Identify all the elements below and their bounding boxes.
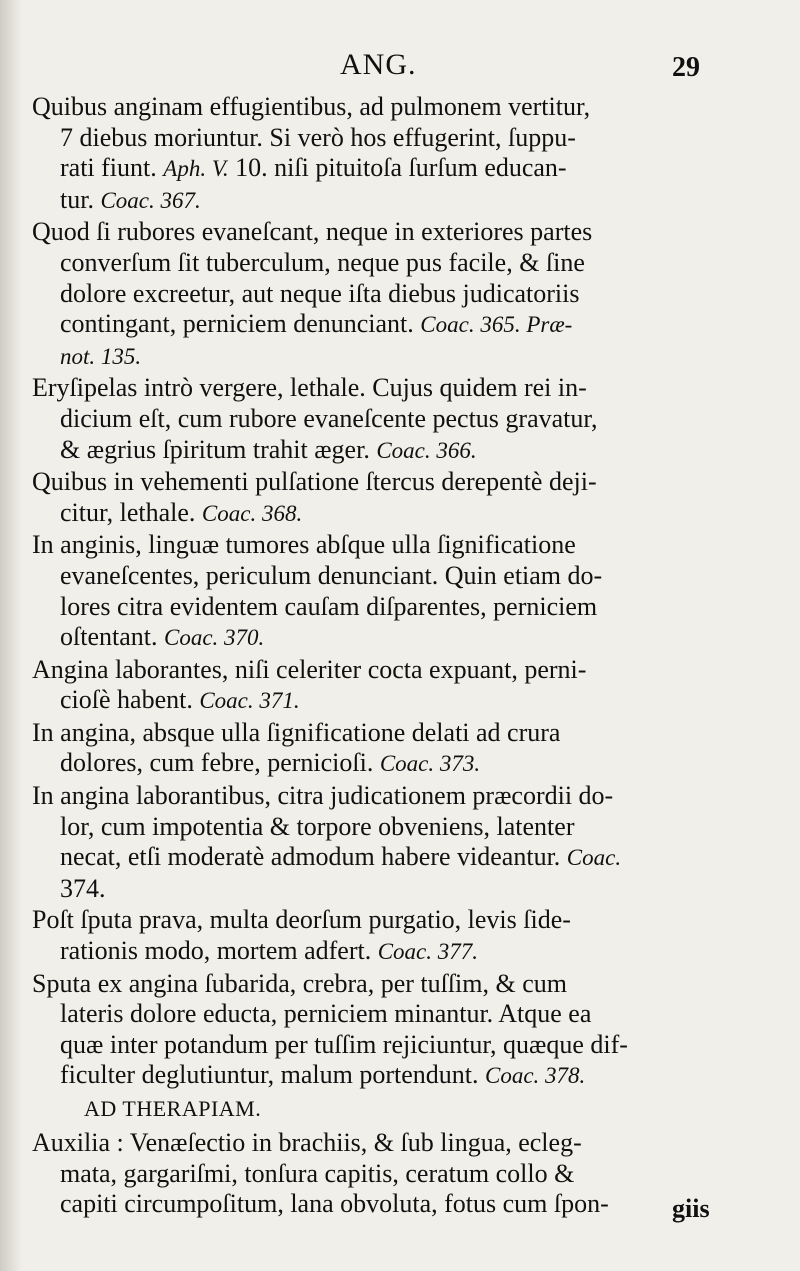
text-line: contingant, perniciem denunciant. Coac. 365. Præ- (60, 309, 573, 339)
section-heading: AD THERAPIAM. (84, 1096, 262, 1121)
text-line: lores citra evidentem cauſam diſparentes, perniciem (60, 591, 598, 621)
therapy-entry (32, 1128, 722, 1220)
text-line: Angina laborantes, niſi celeriter cocta expuant, perni- (32, 654, 587, 684)
reference: Coac. 378. (484, 1063, 586, 1089)
reference: Coac. 366. (376, 437, 477, 463)
text-line: citur, lethale. Coac. 368. (60, 497, 303, 527)
text-line (32, 341, 722, 373)
reference: Coac. 365. Præ- (420, 312, 573, 338)
text-line: In anginis, linguæ tumores abſque ulla ſignificatione (32, 530, 576, 560)
text-line: Sputa ex angina ſubarida, crebra, per tuſſim, & cum (32, 968, 567, 998)
text-line: lateris dolore educta, perniciem minantur. Atque ea (60, 999, 592, 1029)
entry-7 (32, 718, 722, 780)
text-line: Poſt ſputa prava, multa deorſum purgatio, levis ſide- (32, 905, 571, 935)
text-line: mata, gargariſmi, tonſura capitis, ceratum collo & (60, 1158, 575, 1188)
reference: Aph. V. (163, 156, 229, 182)
reference: Coac. 377. (377, 939, 479, 965)
text-line: evaneſcentes, periculum denunciant. Quin etiam do- (60, 560, 603, 590)
reference: Coac. 368. (201, 500, 303, 526)
text-line: Quibus in vehementi pulſatione ſtercus derepentè deji- (32, 467, 597, 497)
running-head: ANG. (340, 48, 417, 81)
entry-5 (32, 530, 722, 653)
text-line: capiti circumpoſitum, lana obvoluta, fotus cum ſpon- (60, 1189, 609, 1219)
text-line: In angina, absque ulla ſignificatione delati ad crura (32, 717, 561, 747)
reference: Coac. 371. (199, 688, 300, 714)
main-text (32, 92, 722, 1221)
entry-10 (32, 969, 722, 1092)
reference: Coac. 367. (100, 187, 201, 213)
text-line: rationis modo, mortem adfert. Coac. 377. (60, 936, 479, 966)
page-header (0, 48, 800, 88)
entry-4 (32, 467, 722, 529)
reference: Coac. (566, 845, 622, 871)
text-line: cioſè habent. Coac. 371. (60, 685, 300, 715)
entry-1 (32, 92, 722, 216)
text-line: quæ inter potandum per tuſſim rejiciuntur, quæque dif- (60, 1029, 628, 1059)
text-line: Auxilia : Venæſectio in brachiis, & ſub lingua, ecleg- (32, 1128, 582, 1157)
text-line: converſum ſit tuberculum, neque pus facile, & ſine (60, 247, 585, 277)
text-line: necat, etſi moderatè admodum habere videantur. Coac. (60, 842, 622, 872)
text-line: lor, cum impotentia & torpore obveniens, latenter (60, 811, 575, 841)
text-line: dolores, cum febre, pernicioſi. Coac. 373. (60, 748, 481, 778)
text-line: & ægrius ſpiritum trahit æger. Coac. 366. (60, 434, 477, 464)
text-line: oſtentant. Coac. 370. (60, 622, 265, 652)
text-line: 374. (60, 873, 106, 903)
text-line: In angina laborantibus, citra judicationem præcordii do- (32, 781, 614, 811)
reference: Coac. 370. (163, 625, 265, 651)
page-number: 29 (672, 52, 700, 83)
text-line: rati fiunt. Aph. V. 10. niſi pituitoſa ſurſum educan- (60, 153, 567, 183)
entry-6 (32, 655, 722, 717)
text-line: tur. Coac. 367. (60, 184, 201, 214)
reference: not. 135. (60, 343, 142, 369)
page-gutter-shadow (0, 0, 22, 1271)
reference: Coac. 373. (379, 751, 481, 777)
entry-3 (32, 373, 722, 466)
text-line: ficulter deglutiuntur, malum portendunt. Coac. 378. (60, 1060, 586, 1090)
text-line: Eryſipelas intrò vergere, lethale. Cujus quidem rei in- (32, 373, 587, 403)
catchword: giis (672, 1194, 710, 1223)
entry-2 (32, 217, 722, 372)
entry-9 (32, 905, 722, 967)
text-line: dicium eſt, cum rubore evaneſcente pectus gravatur, (60, 403, 598, 433)
text-line: Quod ſi rubores evaneſcant, neque in exteriores partes (32, 217, 593, 247)
entry-8 (32, 781, 722, 904)
text-line: 7 diebus moriuntur. Si verò hos effugerint, ſuppu- (60, 122, 576, 152)
text-line: dolore excreetur, aut neque iſta diebus judicatoriis (60, 278, 580, 308)
text-line: Quibus anginam effugientibus, ad pulmonem vertitur, (32, 92, 591, 121)
